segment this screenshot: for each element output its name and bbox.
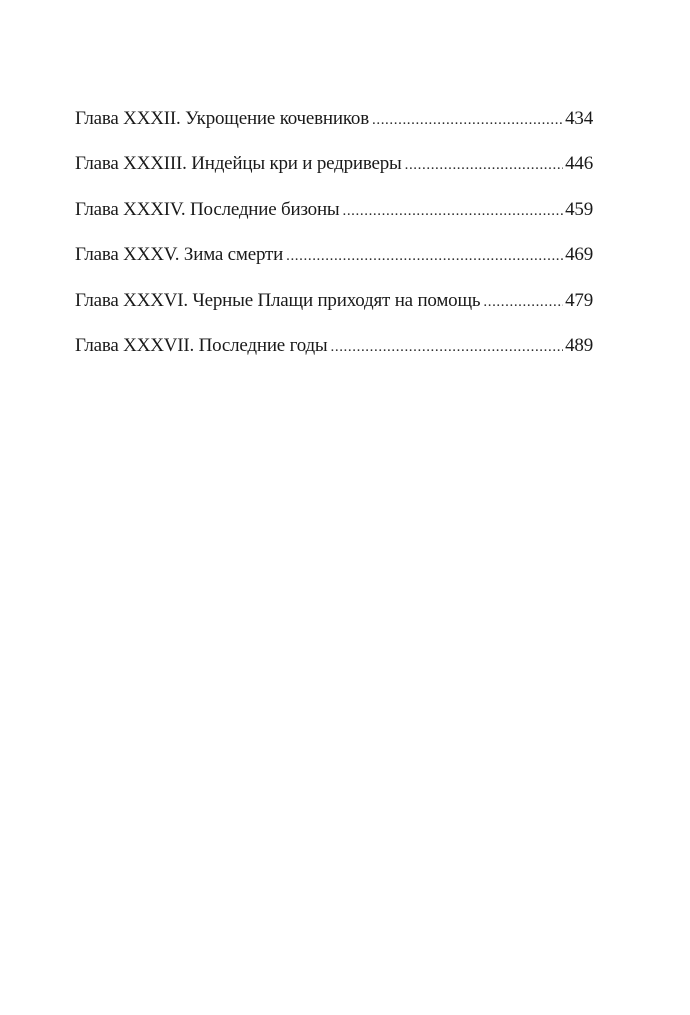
toc-entry-page-number: 446 (565, 153, 593, 175)
toc-entry-chapter-36 (75, 286, 593, 331)
toc-entry-chapter-33 (75, 149, 593, 194)
toc-entry-title: Глава XXXVII. Последние годы (75, 334, 328, 356)
toc-dot-leader (331, 332, 564, 362)
toc-entry-title: Глава XXXIV. Последние бизоны (75, 198, 340, 220)
toc-dot-leader (342, 196, 563, 226)
toc-entry-title: Глава XXXIII. Индейцы кри и редриверы (75, 153, 402, 175)
table-of-contents (75, 104, 593, 376)
toc-entry-page-number: 489 (565, 334, 593, 356)
toc-entry-page-number: 459 (565, 198, 593, 220)
toc-dot-leader (405, 150, 563, 180)
toc-dot-leader (483, 287, 563, 317)
toc-dot-leader (286, 241, 563, 271)
toc-entry-title: Глава XXXV. Зима смерти (75, 244, 284, 266)
toc-entry-title: Глава XXXVI. Черные Плащи приходят на помощь (75, 289, 481, 311)
toc-entry-chapter-35 (75, 240, 593, 285)
toc-entry-chapter-32 (75, 104, 593, 149)
toc-entry-page-number: 469 (565, 244, 593, 266)
toc-entry-page-number: 479 (565, 289, 593, 311)
toc-entry-page-number: 434 (565, 108, 593, 129)
toc-entry-title: Глава XXXII. Укрощение кочевников (75, 108, 369, 129)
toc-entry-chapter-34 (75, 195, 593, 240)
toc-dot-leader (372, 105, 563, 135)
toc-entry-chapter-37 (75, 331, 593, 376)
